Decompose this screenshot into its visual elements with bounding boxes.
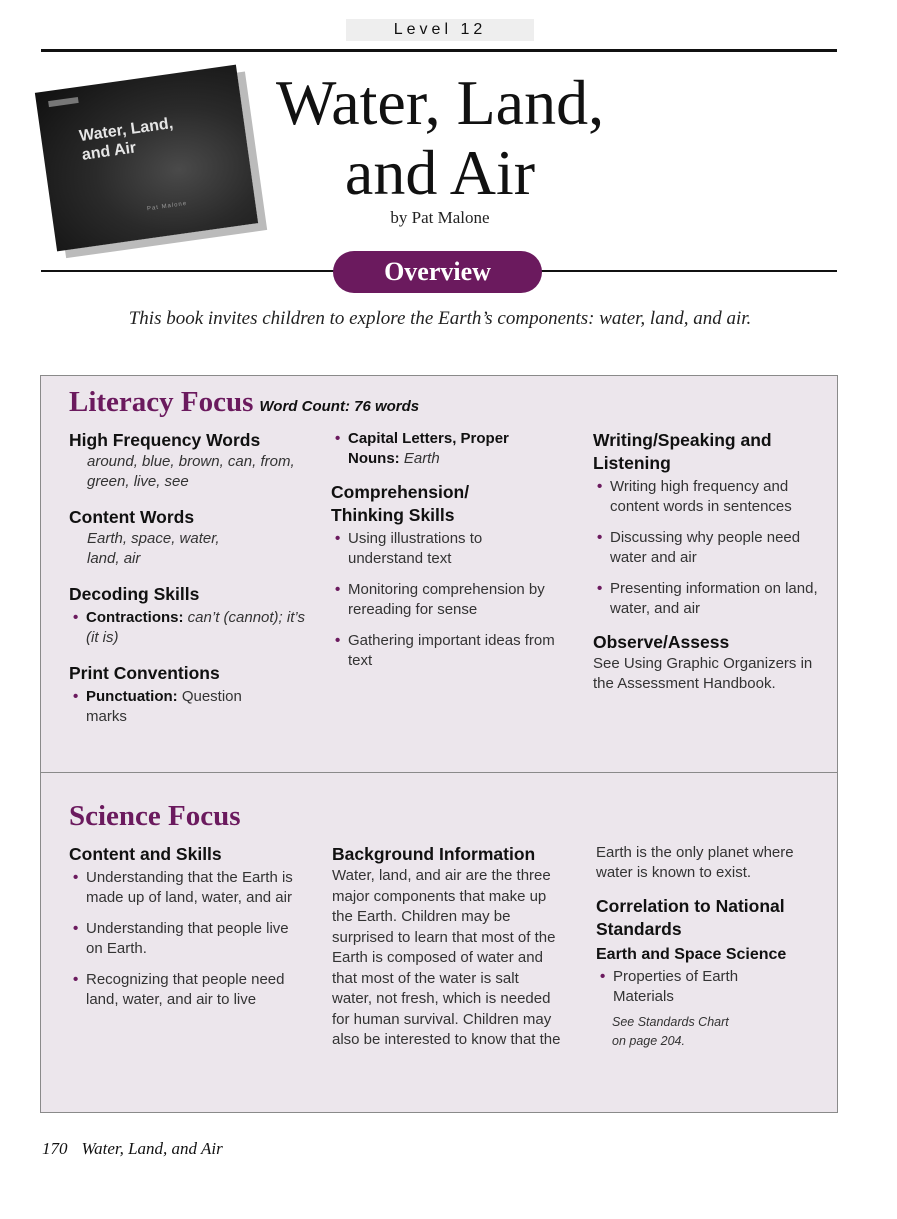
literacy-col-3 bbox=[593, 429, 829, 694]
list-item: • Presenting information on land, water, and air bbox=[593, 579, 818, 619]
background-text-continued: Earth is the only planet where water is known to exist. bbox=[596, 844, 794, 881]
cover-title: Water, Land, and Air bbox=[78, 115, 175, 164]
content-skills-heading: Content and Skills bbox=[69, 844, 222, 864]
list-item: • Using illustrations to understand text bbox=[331, 529, 561, 569]
publisher-logo bbox=[48, 97, 79, 107]
book-title bbox=[230, 68, 650, 208]
list-item: • Discussing why people need water and air bbox=[593, 528, 818, 568]
science-focus-panel bbox=[40, 773, 838, 1113]
background-text: Water, land, and air are the three major components that make up the Earth. Children may be surprised to learn that most of the Earth is composed of water and that most of the water is salt water, not fresh, which is needed for human survival. Children may also be interested to know that the bbox=[332, 867, 561, 1048]
standards-list bbox=[596, 967, 796, 1007]
list-item: • Writing high frequency and content words in sentences bbox=[593, 477, 818, 517]
correlation-heading: Correlation to National Standards bbox=[596, 896, 785, 939]
content-skills-list bbox=[69, 868, 294, 1010]
list-item: • Understanding that the Earth is made up of land, water, and air bbox=[69, 868, 294, 908]
writing-list bbox=[593, 477, 818, 619]
overview-rule-left bbox=[41, 270, 336, 272]
comprehension-heading: Comprehension/ Thinking Skills bbox=[331, 482, 470, 525]
overview-rule-right bbox=[540, 270, 837, 272]
high-frequency-heading: High Frequency Words bbox=[69, 430, 261, 450]
byline: by Pat Malone bbox=[390, 208, 490, 227]
high-frequency-words: around, blue, brown, can, from, green, live, see bbox=[87, 453, 295, 490]
literacy-focus-title: Literacy Focus bbox=[69, 386, 254, 418]
print-conventions-list-cont bbox=[331, 429, 546, 469]
overview-text: This book invites children to explore the Earth’s components: water, land, and air. bbox=[128, 308, 752, 329]
list-item: • Understanding that people live on Earth. bbox=[69, 919, 294, 959]
observe-assess-text: See Using Graphic Organizers in the Assessment Handbook. bbox=[593, 655, 813, 692]
list-item: • Recognizing that people need land, water, and air to live bbox=[69, 970, 294, 1010]
list-item: • Properties of Earth Materials bbox=[596, 967, 796, 1007]
literacy-col-2 bbox=[331, 429, 571, 671]
content-words-heading: Content Words bbox=[69, 507, 195, 527]
writing-heading: Writing/Speaking and Listening bbox=[593, 430, 772, 473]
literacy-col-1 bbox=[69, 429, 309, 727]
cover-author: Pat Malone bbox=[146, 200, 188, 213]
background-heading: Background Information bbox=[332, 844, 536, 864]
level-label: Level 12 bbox=[346, 19, 534, 41]
book-cover-image bbox=[35, 65, 258, 252]
print-conventions-heading: Print Conventions bbox=[69, 663, 220, 683]
comprehension-list bbox=[331, 529, 561, 671]
list-item: • Punctuation: Question marks bbox=[69, 687, 279, 727]
science-col-3 bbox=[596, 843, 836, 1051]
observe-assess-heading: Observe/Assess bbox=[593, 632, 730, 652]
standards-chart-note: See Standards Chart on page 204. bbox=[612, 1015, 729, 1048]
content-words: Earth, space, water, land, air bbox=[87, 530, 220, 567]
list-item: • Capital Letters, Proper Nouns: Earth bbox=[331, 429, 546, 469]
literacy-focus-heading bbox=[69, 386, 419, 419]
title-line-1: Water, Land, bbox=[275, 67, 605, 138]
word-count: Word Count: 76 words bbox=[259, 398, 420, 415]
list-item: • Gathering important ideas from text bbox=[331, 631, 561, 671]
footer-title: Water, Land, and Air bbox=[81, 1139, 223, 1158]
list-item: • Contractions: can’t (cannot); it’s (it is) bbox=[69, 608, 309, 648]
page-footer bbox=[42, 1139, 223, 1159]
science-focus-heading: Science Focus bbox=[69, 800, 241, 832]
literacy-focus-panel bbox=[40, 375, 838, 773]
earth-space-science-heading: Earth and Space Science bbox=[596, 946, 787, 963]
page-number: 170 bbox=[42, 1139, 68, 1158]
overview-heading: Overview bbox=[333, 251, 542, 293]
decoding-list bbox=[69, 608, 309, 648]
print-conventions-list bbox=[69, 687, 279, 727]
science-col-1 bbox=[69, 843, 304, 1010]
top-rule bbox=[41, 49, 837, 52]
decoding-heading: Decoding Skills bbox=[69, 584, 200, 604]
title-line-2: and Air bbox=[344, 137, 536, 208]
science-col-2 bbox=[332, 843, 570, 1051]
list-item: • Monitoring comprehension by rereading for sense bbox=[331, 580, 561, 620]
